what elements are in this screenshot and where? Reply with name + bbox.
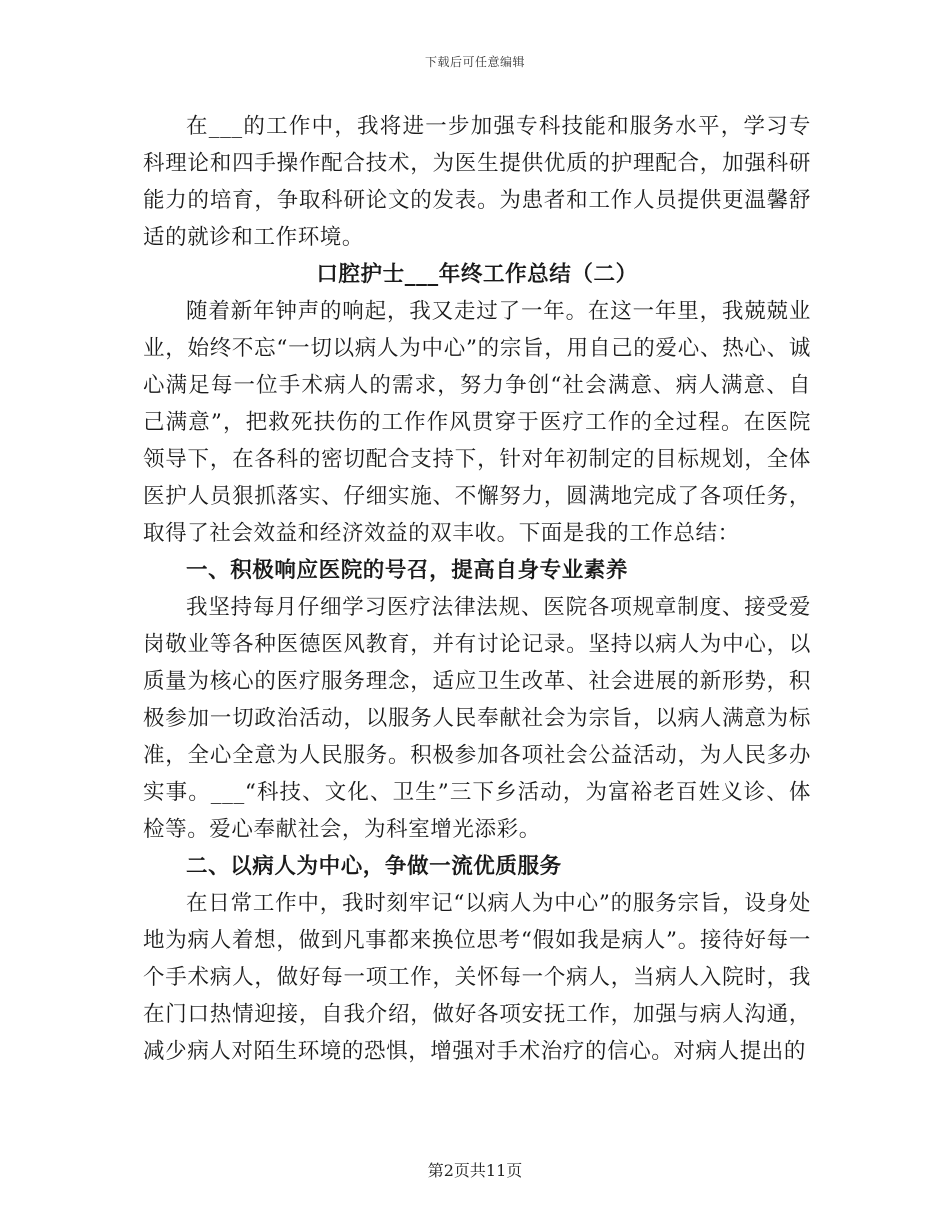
heading-two: 二、以病人为中心，争做一流优质服务	[186, 854, 562, 879]
document-body	[143, 108, 811, 1070]
paragraph-overview: 随着新年钟声的响起，我又走过了一年。在这一年里，我兢兢业业，始终不忘“一切以病人为中心”的宗旨，用自己的爱心、热心、诚心满足每一位手术病人的需求，努力争创“社会满意、病人满意、自己满意”，把救死扶伤的工作作风贯穿于医疗工作的全过程。在医院领导下，在各科的密切配合支持下，针对年初制定的目标规划，全体医护人员狠抓落实、仔细实施、不懈努力，圆满地完成了各项任务，取得了社会效益和经济效益的双丰收。下面是我的工作总结：	[143, 299, 811, 546]
paragraph-one: 我坚持每月仔细学习医疗法律法规、医院各项规章制度、接受爱岗敬业等各种医德医风教育，并有讨论记录。坚持以病人为中心，以质量为核心的医疗服务理念，适应卫生改革、社会进展的新形势，积极参加一切政治活动，以服务人民奉献社会为宗旨，以病人满意为标准，全心全意为人民服务。积极参加各项社会公益活动，为人民多办实事。___“科技、文化、卫生”三下乡活动，为富裕老百姓义诊、体检等。爱心奉献社会，为科室增光添彩。	[143, 595, 811, 842]
section-title: 口腔护士___年终工作总结（二）	[316, 262, 638, 287]
paragraph-intro: 在___的工作中，我将进一步加强专科技能和服务水平，学习专科理论和四手操作配合技术，为医生提供优质的护理配合，加强科研能力的培育，争取科研论文的发表。为患者和工作人员提供更温馨舒适的就诊和工作环境。	[143, 114, 811, 250]
page-number: 第2页共11页	[427, 1161, 523, 1180]
heading-one: 一、积极响应医院的号召，提高自身专业素养	[186, 558, 629, 583]
paragraph-two: 在日常工作中，我时刻牢记“以病人为中心”的服务宗旨，设身处地为病人着想，做到凡事都来换位思考“假如我是病人”。接待好每一个手术病人，做好每一项工作，关怀每一个病人，当病人入院时，我在门口热情迎接，自我介绍，做好各项安抚工作，加强与病人沟通，减少病人对陌生环境的恐惧，增强对手术治疗的信心。对病人提出的	[143, 891, 811, 1064]
header-note: 下载后可任意编辑	[424, 55, 525, 69]
